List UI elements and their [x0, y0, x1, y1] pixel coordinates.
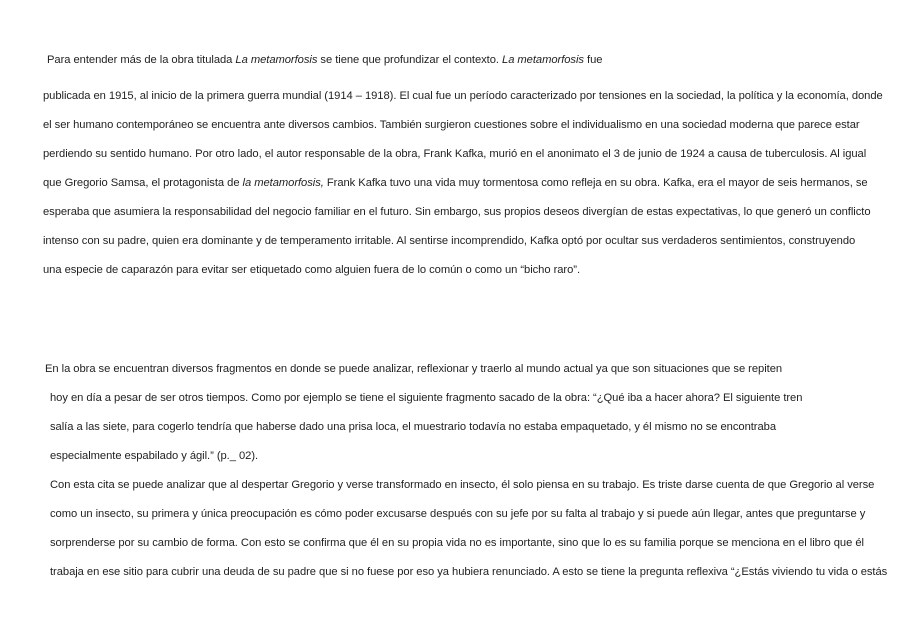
text-run: que Gregorio Samsa, el protagonista de — [43, 177, 243, 189]
paragraph1-line-2: publicada en 1915, al inicio de la primera guerra mundial (1914 – 1918). El cual fue un período caracterizado por tensiones en la sociedad, la política y la economía, donde — [43, 90, 883, 102]
paragraph1-line-4: perdiendo su sentido humano. Por otro lado, el autor responsable de la obra, Frank Kafka, murió en el anonimato el 3 de junio de 1924 a causa de tuberculosis. Al igual — [43, 148, 867, 160]
paragraph1-line-6: esperaba que asumiera la responsabilidad del negocio familiar en el futuro. Sin embargo, sus propios deseos divergían de estas expectativas, lo que generó un conflicto — [43, 206, 871, 218]
book-title-italic: La metamorfosis — [502, 54, 584, 66]
paragraph2-line-4: especialmente espabilado y ágil.” (p._ 02). — [50, 450, 259, 462]
text-run: Para entender más de la obra titulada — [47, 54, 236, 66]
book-title-italic: la metamorfosis, — [242, 177, 324, 189]
text-run: se tiene que profundizar el contexto. — [317, 54, 503, 66]
paragraph2-line-2: hoy en día a pesar de ser otros tiempos. Como por ejemplo se tiene el siguiente fragmento sacado de la obra: “¿Qué iba a hacer ahora? El siguiente tren — [50, 392, 803, 404]
paragraph1-line-5 — [43, 176, 868, 190]
paragraph1-line-8: una especie de caparazón para evitar ser etiquetado como alguien fuera de lo común o como un “bicho raro”. — [43, 264, 581, 276]
text-run: fue — [583, 54, 603, 66]
paragraph2-line-1: En la obra se encuentran diversos fragmentos en donde se puede analizar, reflexionar y traerlo al mundo actual ya que son situaciones que se repiten — [45, 363, 783, 375]
paragraph2-line-8: trabaja en ese sitio para cubrir una deuda de su padre que si no fuese por eso ya hubiera renunciado. A esto se tiene la pregunta reflexiva “¿Estás viviendo tu vida o estás — [50, 566, 888, 578]
paragraph2-line-7: sorprenderse por su cambio de forma. Con esto se confirma que él en su propia vida no es importante, sino que lo es su familia porque se menciona en el libro que él — [50, 537, 864, 549]
paragraph1-line-3: el ser humano contemporáneo se encuentra ante diversos cambios. También surgieron cuestiones sobre el individualismo en una sociedad moderna que parece estar — [43, 119, 860, 131]
paragraph2-line-5: Con esta cita se puede analizar que al despertar Gregorio y verse transformado en insecto, él solo piensa en su trabajo. Es triste darse cuenta de que Gregorio al verse — [50, 479, 875, 491]
paragraph1-line-1 — [47, 53, 602, 67]
book-title-italic: La metamorfosis — [235, 54, 318, 66]
paragraph2-line-3: salía a las siete, para cogerlo tendría que haberse dado una prisa loca, el muestrario todavía no estaba empaquetado, y él mismo no se encontraba — [50, 421, 776, 433]
paragraph2-line-6: como un insecto, su primera y única preocupación es cómo poder excusarse después con su jefe por su falta al trabajo y si puede aún llegar, antes que preguntarse y — [50, 508, 866, 520]
text-run: Frank Kafka tuvo una vida muy tormentosa como refleja en su obra. Kafka, era el mayor de seis hermanos, se — [323, 177, 868, 189]
paragraph1-line-7: intenso con su padre, quien era dominante y de temperamento irritable. Al sentirse incomprendido, Kafka optó por ocultar sus verdaderos sentimientos, construyendo — [43, 235, 856, 247]
